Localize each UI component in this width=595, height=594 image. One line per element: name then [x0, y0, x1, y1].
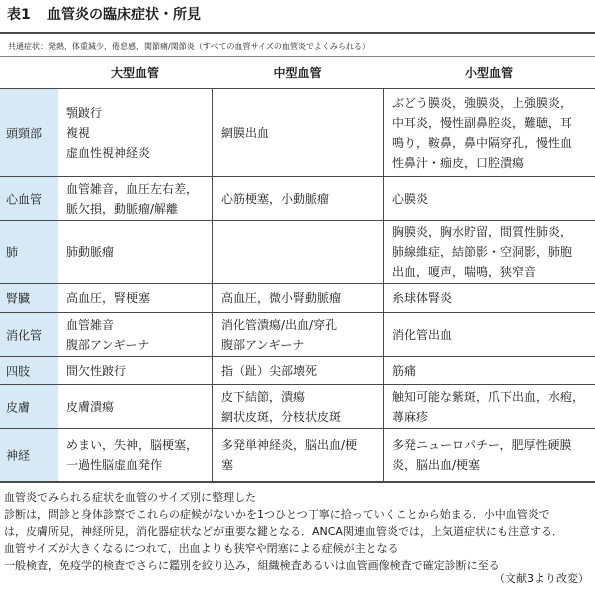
cell-line: 筋痛: [392, 363, 417, 378]
cell-small: [383, 429, 595, 481]
cell-large: [58, 284, 212, 312]
cell-text: [221, 387, 379, 427]
cell-large: [58, 385, 212, 428]
cell-medium: [212, 357, 383, 384]
cell-line: 指（趾）尖部壊死: [221, 363, 318, 378]
cell-text: [392, 325, 591, 345]
cell-text: [392, 387, 591, 427]
cell-line: 中耳炎，慢性副鼻腔炎，難聴，耳: [392, 115, 573, 130]
cell-line: 脈欠損，動脈瘤/解離: [66, 201, 179, 216]
row-header-cell: [0, 284, 58, 312]
cell-large: [58, 313, 212, 356]
cell-text: [221, 189, 379, 209]
cell-line: 複視: [66, 125, 91, 140]
table-row: [0, 384, 595, 428]
cell-text: [392, 361, 591, 381]
cell-small: [383, 221, 595, 283]
cell-large: [58, 221, 212, 283]
cell-line: 間欠性跛行: [66, 363, 127, 378]
cell-line: 鳴り，鞍鼻，鼻中隔穿孔，慢性血: [392, 135, 573, 150]
cell-text: [221, 315, 379, 355]
table-number: 表1: [7, 7, 31, 23]
cell-small: [383, 284, 595, 312]
cell-medium: [212, 177, 383, 220]
note-line: 診断は，問診と身体診察でこれらの症候がないかを1つひとつ丁寧に拾っていくことから始まる．小中血管炎で: [4, 508, 550, 521]
cell-line: 多発ニューロパチー，肥厚性硬膜: [392, 438, 572, 452]
table-bottom-rule: [0, 481, 595, 483]
cell-line: 網膜出血: [221, 125, 270, 140]
cell-text: [392, 189, 591, 209]
cell-medium: [212, 313, 383, 356]
cell-line: 多発単神経炎，脳出血/梗: [221, 438, 358, 452]
row-header-cell: [0, 385, 58, 428]
cell-text: [66, 288, 208, 308]
note-line: 一般検査，免疫学的検査でさらに鑑別を絞り込み，組織検査あるいは血管画像検査で確定診断に至る: [4, 559, 500, 572]
table-row: [0, 176, 595, 220]
cell-line: 腹部アンギーナ: [66, 337, 150, 352]
cell-line: 胸膜炎，胸水貯留，間質性肺炎，: [392, 225, 573, 239]
row-header-cell: [0, 357, 58, 384]
cell-text: [66, 103, 208, 163]
cell-line: めまい，失神，脳梗塞，: [66, 438, 199, 452]
row-header-cell: [0, 89, 58, 176]
cell-text: [66, 397, 208, 417]
column-header-medium: 中型血管: [273, 66, 322, 80]
cell-small: [383, 385, 595, 428]
column-header-large: 大型血管: [110, 66, 159, 80]
cell-line: 血管雑音，血圧左右差，: [66, 181, 199, 196]
cell-line: 血管雑音: [66, 317, 115, 332]
cell-line: 糸球体腎炎: [392, 291, 453, 305]
cell-line: 網状皮斑，分枝状皮斑: [221, 409, 342, 424]
row-header-cell: [0, 313, 58, 356]
cell-line: 炎，脳出血/梗塞: [392, 458, 481, 472]
row-label: 四肢: [6, 364, 31, 378]
table-row: [0, 428, 595, 481]
cell-line: 虚血性視神経炎: [66, 145, 151, 160]
column-header-small: 小型血管: [464, 66, 513, 80]
cell-line: 蕁麻疹: [392, 409, 429, 424]
table-row: [0, 312, 595, 356]
cell-line: 心筋梗塞，小動脈瘤: [221, 191, 330, 206]
row-header-cell: [0, 429, 58, 481]
cell-small: [383, 357, 595, 384]
cell-medium: [212, 284, 383, 312]
cell-text: [66, 361, 208, 381]
cell-line: 腹部アンギーナ: [221, 337, 305, 352]
cell-text: [221, 288, 379, 308]
cell-large: [58, 357, 212, 384]
row-label: 頭頸部: [6, 126, 43, 140]
cell-text: [392, 288, 591, 308]
cell-line: 塞: [221, 458, 234, 472]
cell-text: [66, 242, 208, 262]
row-label: 皮膚: [6, 400, 31, 414]
cell-line: 顎跛行: [66, 105, 103, 120]
cell-medium: [212, 429, 383, 481]
cell-line: 触知可能な紫斑，爪下出血，水疱，: [392, 389, 585, 404]
cell-text: [66, 435, 208, 475]
table-row: [0, 356, 595, 384]
cell-line: 高血圧，微小腎動脈瘤: [221, 291, 342, 305]
cell-line: 心膜炎: [392, 191, 429, 206]
cell-line: 出血，嗄声，喘鳴，狭窄音: [392, 265, 537, 279]
cell-text: [221, 435, 379, 475]
cell-text: [221, 123, 379, 143]
cell-line: 皮下結節，潰瘍: [221, 389, 306, 404]
note-line: は，皮膚所見，神経所見，消化器症状などが重要な鍵となる．ANCA関連血管炎では，上気道症状にも注意する．: [4, 525, 563, 538]
row-label: 腎臓: [6, 291, 31, 306]
cell-text: [392, 222, 591, 282]
table-title: [7, 4, 201, 26]
row-label: 肺: [6, 245, 19, 260]
cell-line: 肺線維症，結節影・空洞影，肺胞: [392, 245, 573, 259]
cell-small: [383, 89, 595, 176]
row-label: 心血管: [6, 192, 43, 206]
cell-line: 高血圧，腎梗塞: [66, 291, 151, 305]
cell-line: ぶどう膜炎，強膜炎，上強膜炎，: [392, 95, 573, 110]
table-row: [0, 283, 595, 312]
cell-text: [392, 435, 591, 475]
row-header-cell: [0, 221, 58, 283]
cell-line: 消化管出血: [392, 327, 453, 342]
cell-text: [66, 179, 208, 219]
cell-line: 性鼻汁・痂皮，口腔潰瘍: [392, 155, 525, 170]
cell-line: 皮膚潰瘍: [66, 399, 115, 414]
cell-text: [66, 315, 208, 355]
table-title-text: 血管炎の臨床症状・所見: [47, 7, 201, 23]
cell-small: [383, 177, 595, 220]
note-line: 血管サイズが大きくなるにつれて，出血よりも狭窄や閉塞による症候が主となる: [4, 542, 399, 555]
table-row: [0, 88, 595, 176]
cell-line: 消化管潰瘍/出血/穿孔: [221, 317, 338, 332]
cell-large: [58, 177, 212, 220]
common-symptoms-row: 共通症状：発熱，体重減少，倦怠感，関節痛/関節炎（すべての血管サイズの血管炎でよくみられる）: [0, 32, 595, 57]
cell-medium: [212, 221, 383, 283]
source-citation: （文献3より改変）: [494, 572, 589, 585]
cell-text: [221, 361, 379, 381]
cell-large: [58, 429, 212, 481]
row-label: 神経: [6, 448, 31, 463]
cell-line: 肺動脈瘤: [66, 245, 115, 259]
cell-line: 一過性脳虚血発作: [66, 458, 163, 472]
cell-text: [392, 93, 591, 173]
table-row: [0, 220, 595, 283]
row-header-cell: [0, 177, 58, 220]
cell-medium: [212, 89, 383, 176]
cell-medium: [212, 385, 383, 428]
row-label: 消化管: [6, 328, 43, 342]
cell-large: [58, 89, 212, 176]
note-line: 血管炎でみられる症状を血管のサイズ別に整理した: [4, 491, 257, 504]
cell-small: [383, 313, 595, 356]
